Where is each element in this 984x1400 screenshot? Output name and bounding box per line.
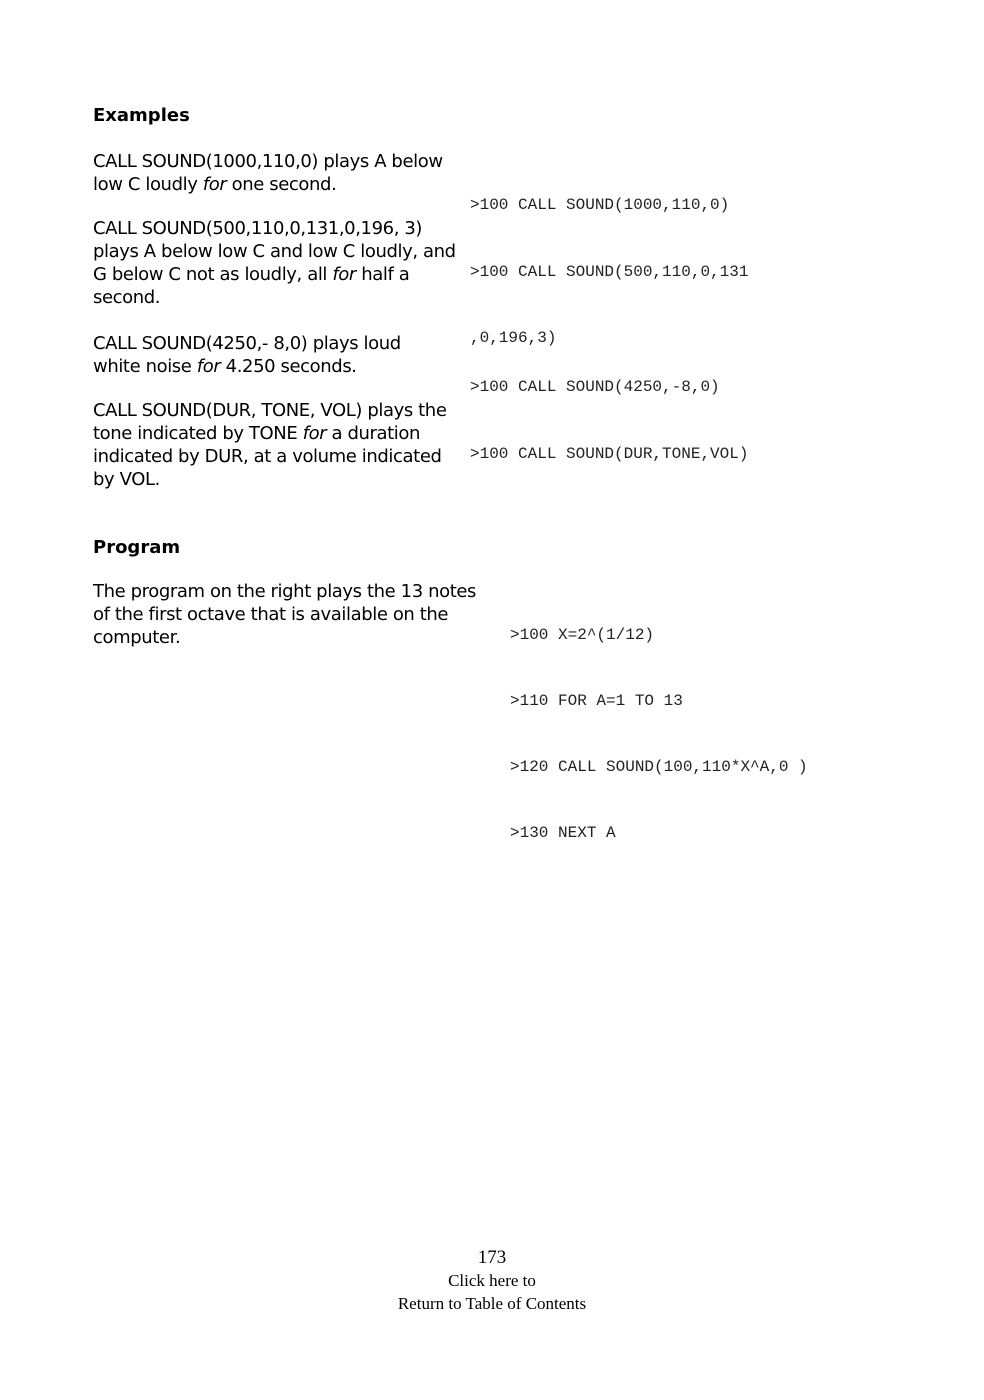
toc-link-line-1[interactable]: Click here to bbox=[448, 1271, 536, 1290]
example-4-description: CALL SOUND(DUR, TONE, VOL) plays the tone indicated by TONE for a duration indicated by DUR, at a volume indicated by VOL. bbox=[93, 400, 447, 490]
code-line: >100 CALL SOUND(500,110,0,131 bbox=[470, 263, 749, 281]
code-line: >130 NEXT A bbox=[510, 824, 616, 842]
code-line: ,0,196,3) bbox=[470, 329, 557, 347]
code-line: >100 X=2^(1/12) bbox=[510, 626, 655, 644]
example-3-description: CALL SOUND(4250,- 8,0) plays loud white noise for 4.250 seconds. bbox=[93, 333, 401, 377]
program-code bbox=[510, 580, 808, 888]
page-number: 173 bbox=[477, 1247, 507, 1268]
code-line: >120 CALL SOUND(100,110*X^A,0 ) bbox=[510, 758, 808, 776]
code-line: >100 CALL SOUND(DUR,TONE,VOL) bbox=[470, 445, 749, 463]
return-to-toc-link[interactable] bbox=[0, 1269, 984, 1315]
program-heading: Program bbox=[93, 537, 181, 558]
examples-heading: Examples bbox=[93, 105, 190, 126]
code-line: >100 CALL SOUND(1000,110,0) bbox=[470, 196, 730, 214]
example-4-code bbox=[470, 399, 748, 509]
program-description: The program on the right plays the 13 notes of the first octave that is available on the computer. bbox=[93, 581, 477, 648]
toc-link-line-2[interactable]: Return to Table of Contents bbox=[397, 1294, 587, 1313]
code-line: >100 CALL SOUND(4250,-8,0) bbox=[470, 378, 720, 396]
example-2-description: CALL SOUND(500,110,0,131,0,196, 3) plays A below low C and low C loudly, and G below C not as loudly, all for half a second. bbox=[93, 218, 456, 308]
example-1-description: CALL SOUND(1000,110,0) plays A below low C loudly for one second. bbox=[93, 151, 443, 195]
code-line: >110 FOR A=1 TO 13 bbox=[510, 692, 683, 710]
